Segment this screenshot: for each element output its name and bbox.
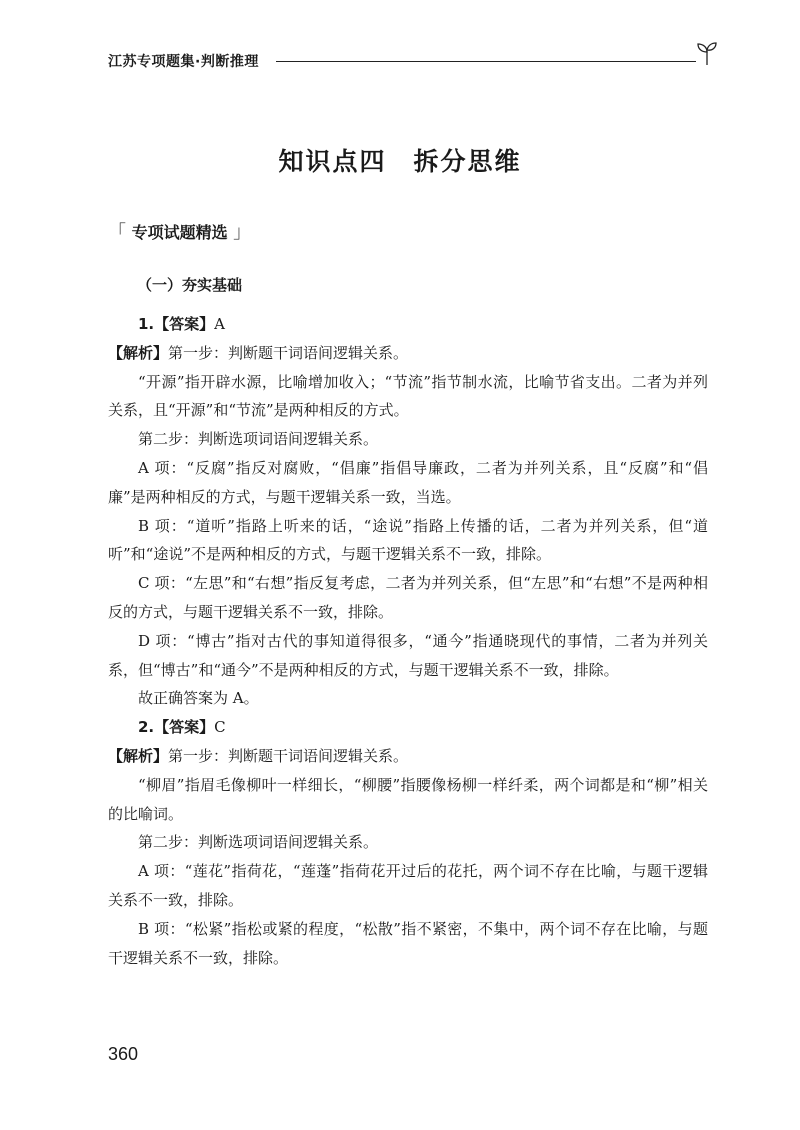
close-bracket: 」: [233, 222, 252, 243]
stem-explanation: “开源”指开辟水源，比喻增加收入；“节流”指节制水流，比喻节省支出。二者为并列关系，且“开源”和“节流”是两种相反的方式。: [108, 372, 708, 420]
option-d: D 项：“博古”指对古代的事知道得很多，“通今”指通晓现代的事情，二者为并列关系，但“博古”和“通今”不是两种相反的方式，与题干逻辑关系不一致，排除。: [108, 631, 708, 679]
sprout-icon: [696, 40, 718, 66]
page-number: 360: [108, 1044, 139, 1064]
conclusion: 故正确答案为 A。: [138, 689, 259, 708]
item-number: 1.: [138, 315, 155, 333]
part-heading: （一）夯实基础: [137, 276, 243, 294]
section-title: 知识点四 拆分思维: [278, 147, 522, 176]
item-number: 2.: [138, 718, 155, 737]
option-b: B 项：“松紧”指松或紧的程度，“松散”指不紧密，不集中，两个词不存在比喻，与题干逻辑关系不一致，排除。: [108, 919, 708, 967]
subsection-heading: [108, 218, 251, 244]
running-header: [108, 40, 718, 80]
answer-line: [108, 310, 708, 339]
answer-value: C: [214, 718, 226, 737]
header-rule: [276, 61, 696, 62]
running-title: 江苏专项题集·判断推理: [108, 54, 259, 70]
step-one: 第一步：判断题干词语间逻辑关系。: [168, 343, 409, 362]
option-a: A 项：“莲花”指荷花，“莲蓬”指荷花开过后的花托，两个词不存在比喻，与题干逻辑关系不一致，排除。: [108, 862, 708, 909]
subsection-title: 专项试题精选: [131, 223, 228, 242]
answer-label: 【答案】: [154, 315, 215, 333]
answer-label: 【答案】: [154, 718, 215, 737]
option-b: B 项：“道听”指路上听来的话，“途说”指路上传播的话，二者为并列关系，但“道听”和“途说”不是两种相反的方式，与题干逻辑关系不一致，排除。: [108, 516, 708, 564]
step-two: 第二步：判断选项词语间逻辑关系。: [138, 833, 379, 852]
analysis-label: 【解析】: [108, 746, 169, 765]
answer-value: A: [214, 315, 225, 333]
open-bracket: 「: [108, 222, 126, 243]
stem-explanation: “柳眉”指眉毛像柳叶一样细长，“柳腰”指腰像杨柳一样纤柔，两个词都是和“柳”相关的比喻词。: [108, 775, 708, 823]
analysis-line: [108, 742, 708, 771]
step-two: 第二步：判断选项词语间逻辑关系。: [138, 430, 379, 449]
analysis-line: [108, 339, 708, 368]
answer-line: [108, 713, 708, 742]
option-c: C 项：“左思”和“右想”指反复考虑，二者为并列关系，但“左思”和“右想”不是两种相反的方式，与题干逻辑关系不一致，排除。: [108, 574, 708, 621]
analysis-label: 【解析】: [108, 343, 169, 362]
step-one: 第一步：判断题干词语间逻辑关系。: [168, 746, 409, 765]
option-a: A 项：“反腐”指反对腐败，“倡廉”指倡导廉政，二者为并列关系，且“反腐”和“倡廉”是两种相反的方式，与题干逻辑关系一致，当选。: [108, 458, 708, 506]
answer-body: [108, 310, 708, 972]
